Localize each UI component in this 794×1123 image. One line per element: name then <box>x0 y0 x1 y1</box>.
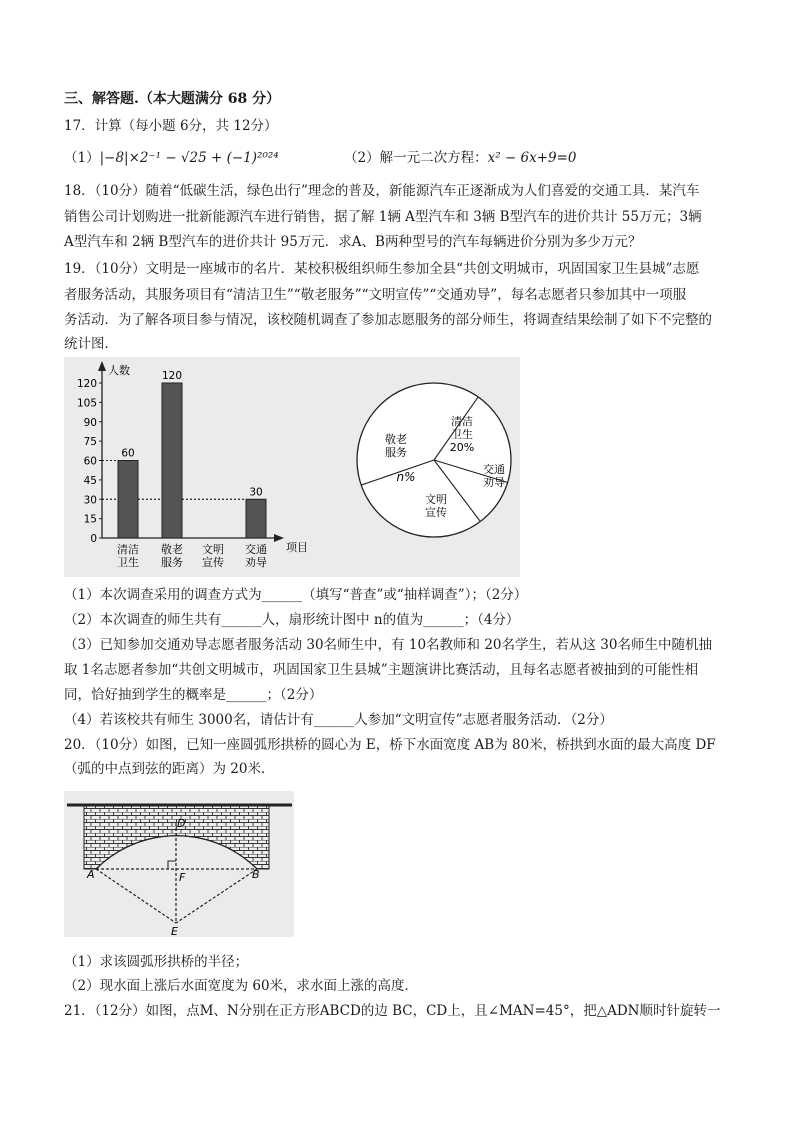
bar-category-label: 文明 <box>202 543 224 556</box>
statistics-svg <box>64 357 520 577</box>
q20-line-1: 20．（10分）如图，已知一座圆弧形拱桥的圆心为 E，桥下水面宽度 AB为 80米，桥拱到水面的最大高度 DF <box>64 737 716 753</box>
bar-category-label: 服务 <box>161 556 183 569</box>
point-f-label: F <box>179 871 186 884</box>
q19-line-2: 者服务活动，其服务项目有“清洁卫生”“敬老服务”“文明宣传”“交通劝导”，每名志愿者只参加其中一项服 <box>64 287 687 303</box>
y-tick-label: 90 <box>83 416 97 429</box>
q19-line-1: 19．（10分）文明是一座城市的名片．某校积极组织师生参加全县“共创文明城市，巩固国家卫生县城”志愿 <box>64 261 700 277</box>
q19-sub-4: （4）若该校共有师生 3000名，请估计有______人参加“文明宣传”志愿者服务活动．（2分） <box>64 712 613 728</box>
bar-value-label: 30 <box>249 486 263 499</box>
point-a-label: A <box>87 868 95 881</box>
q17-part1 <box>64 148 279 168</box>
q19-line-4: 统计图． <box>64 336 118 352</box>
pie-slice-value: 20% <box>449 441 475 454</box>
bar-category-label: 敬老 <box>161 543 183 556</box>
q20-sub-1: （1）求该圆弧形拱桥的半径； <box>64 954 249 970</box>
pie-slice-label: 清洁 <box>451 415 473 428</box>
q21-line-1: 21．（12分）如图，点M、N分别在正方形ABCD的边 BC，CD上，且∠MAN=45°，把△ADN顺时针旋转一 <box>64 1003 721 1019</box>
y-tick-label: 45 <box>83 474 97 487</box>
y-tick-label: 120 <box>76 378 97 390</box>
bar-y-axis-label: 人数 <box>108 364 130 377</box>
bar <box>246 499 266 538</box>
section-title: 三、解答题.（本大题满分 68 分） <box>64 91 281 107</box>
bar-value-label: 120 <box>161 370 183 382</box>
q19-sub-3b: 取 1名志愿者参加“共创文明城市，巩固国家卫生县城”主题演讲比赛活动，且每名志愿者被抽到的可能性相 <box>64 662 699 678</box>
y-tick-label: 30 <box>83 494 97 507</box>
q17-heading: 17．计算（每小题 6分，共 12分） <box>64 118 278 134</box>
statistics-figure <box>64 357 520 577</box>
bar-category-label: 交通 <box>245 543 267 556</box>
q17-part2-equation: x² − 6x+9=0 <box>487 150 577 166</box>
radius-line-be <box>176 869 257 923</box>
bar <box>162 383 182 538</box>
bar-x-axis-label: 项目 <box>286 541 308 554</box>
pie-slice-label: 劝导 <box>483 476 505 489</box>
right-angle-mark <box>168 861 176 869</box>
q19-sub-3a: （3）已知参加交通劝导志愿者服务活动 30名师生中，有 10名教师和 20名学生，若从这 30名师生中随机抽 <box>64 637 712 653</box>
y-tick-label: 15 <box>83 513 97 526</box>
pie-slice-value: n% <box>396 470 416 484</box>
q17-part1-label: （1） <box>64 150 100 166</box>
q17-part2-label: （2）解一元二次方程： <box>344 150 488 166</box>
q19-sub-2: （2）本次调查的师生共有______人，扇形统计图中 n的值为______；（4分） <box>64 612 520 628</box>
point-e-label: E <box>171 925 178 937</box>
pie-slice-label: 卫生 <box>451 428 473 441</box>
pie-slice-label: 文明 <box>425 493 447 506</box>
pie-slice-label: 服务 <box>385 446 407 459</box>
q19-line-3: 务活动．为了解各项目参与情况，该校随机调查了参加志愿服务的部分师生，将调查结果绘制了如下不完整的 <box>64 312 712 328</box>
q17-part1-expression: |−8|×2⁻¹ − √25 + (−1)²⁰²⁴ <box>99 150 279 166</box>
bar <box>118 461 138 539</box>
radius-line-ae <box>96 869 176 923</box>
pie-slice-label: 敬老 <box>385 433 407 446</box>
q19-sub-3c: 同，恰好抽到学生的概率是______；（2分） <box>64 687 323 703</box>
bar-x-axis-arrow <box>274 534 284 542</box>
q17-part2 <box>344 148 577 168</box>
point-d-label: D <box>177 817 186 830</box>
arch-bridge-svg <box>64 791 294 937</box>
bar-value-label: 60 <box>121 447 135 460</box>
bar-y-axis-arrow <box>98 361 106 371</box>
bar-category-label: 卫生 <box>117 556 139 569</box>
pie-slice-label: 交通 <box>483 463 505 476</box>
bar-category-label: 清洁 <box>117 543 139 556</box>
q20-line-2: （弧的中点到弦的距离）为 20米． <box>64 761 275 777</box>
bar-category-label: 宣传 <box>202 556 224 569</box>
y-tick-label: 60 <box>83 455 97 468</box>
q18-line-3: A型汽车和 2辆 B型汽车的进价共计 95万元．求A、B两种型号的汽车每辆进价分别为多少万元？ <box>64 234 642 250</box>
bar-category-label: 劝导 <box>245 556 267 569</box>
q18-line-2: 销售公司计划购进一批新能源汽车进行销售，据了解 1辆 A型汽车和 3辆 B型汽车的进价共计 55万元；3辆 <box>64 209 702 225</box>
q19-sub-1: （1）本次调查采用的调查方式为______（填写“普查”或“抽样调查”）；（2分） <box>64 587 528 603</box>
y-tick-label: 75 <box>83 436 97 449</box>
q20-sub-2: （2）现水面上涨后水面宽度为 60米，求水面上涨的高度． <box>64 978 419 994</box>
pie-slice-label: 宣传 <box>425 506 447 519</box>
q18-line-1: 18．（10分）随着“低碳生活，绿色出行”理念的普及，新能源汽车正逐渐成为人们喜爱的交通工具．某汽车 <box>64 183 700 199</box>
y-tick-label: 105 <box>76 397 97 410</box>
point-b-label: B <box>252 868 260 881</box>
y-tick-label: 0 <box>90 533 97 545</box>
arch-bridge-figure <box>64 791 294 937</box>
